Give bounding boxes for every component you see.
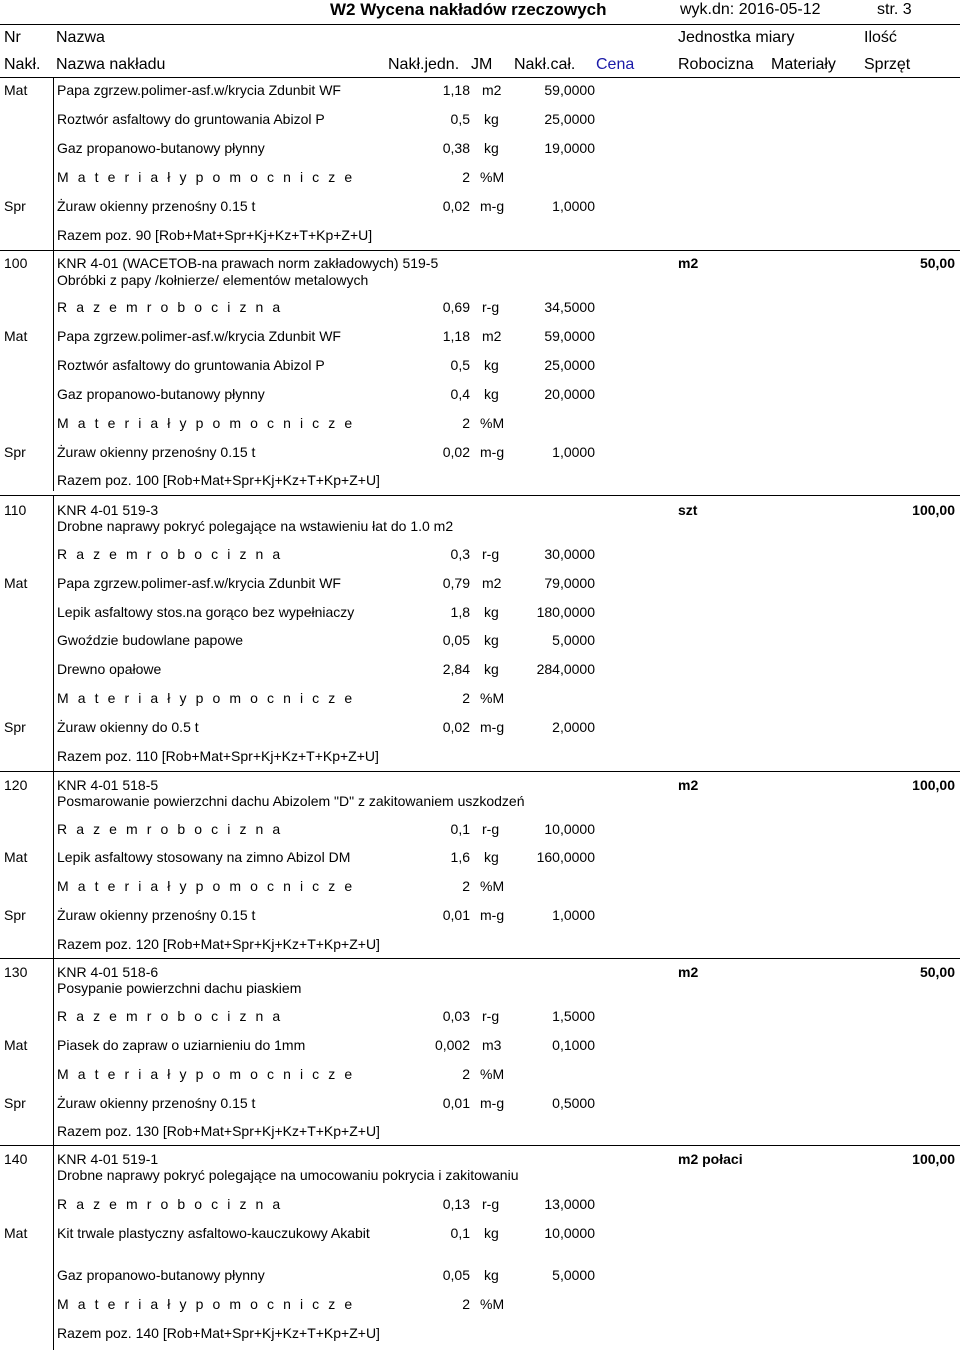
total-quantity: 2,0000	[552, 719, 595, 735]
resource-name: Gaz propanowo-butanowy płynny	[57, 1267, 265, 1283]
position-quantity: 100,00	[912, 1151, 955, 1167]
unit-quantity: 0,38	[442, 140, 470, 156]
total-quantity: 1,0000	[552, 198, 595, 214]
total-quantity: 59,0000	[544, 82, 595, 98]
resource-name: R a z e m r o b o c i z n a	[57, 1196, 283, 1212]
total-quantity: 160,0000	[536, 849, 595, 865]
col-jednostka: Jednostka miary	[678, 29, 795, 46]
total-quantity: 30,0000	[544, 546, 595, 562]
position-total: Razem poz. 90 [Rob+Mat+Spr+Kj+Kz+T+Kp+Z+U]	[57, 227, 373, 243]
position-divider	[0, 958, 960, 959]
position-code: KNR 4-01 519-1	[57, 1151, 159, 1167]
unit-quantity: 0,02	[442, 444, 470, 460]
resource-name: M a t e r i a ł y p o m o c n i c z e	[57, 690, 355, 706]
total-quantity: 1,5000	[552, 1008, 595, 1024]
unit-quantity: 2	[462, 690, 470, 706]
resource-name: Gwoździe budowlane papowe	[57, 632, 244, 648]
position-unit: m2 połaci	[678, 1151, 743, 1167]
print-date: wyk.dn: 2016-05-12	[680, 1, 821, 18]
resource-name: Gaz propanowo-butanowy płynny	[57, 386, 265, 402]
resource-name: R a z e m r o b o c i z n a	[57, 299, 283, 315]
position-total: Razem poz. 120 [Rob+Mat+Spr+Kj+Kz+T+Kp+Z+U]	[57, 936, 380, 952]
position-divider	[0, 250, 960, 251]
unit-quantity: 1,6	[450, 849, 470, 865]
position-quantity: 50,00	[919, 255, 955, 271]
position-quantity: 100,00	[912, 777, 955, 793]
unit: %M	[480, 1066, 505, 1082]
unit: r-g	[482, 1196, 500, 1212]
unit: kg	[484, 1267, 499, 1283]
position-number: 130	[4, 964, 28, 980]
unit: %M	[480, 1296, 505, 1312]
resource-name: Żuraw okienny przenośny 0.15 t	[57, 198, 256, 214]
unit-quantity: 0,03	[442, 1008, 470, 1024]
position-total: Razem poz. 110 [Rob+Mat+Spr+Kj+Kz+T+Kp+Z+U]	[57, 748, 379, 764]
col-nr: Nr	[4, 29, 21, 46]
unit: m-g	[480, 198, 505, 214]
cat-label: Spr	[4, 1095, 26, 1111]
col-nazwa: Nazwa	[56, 29, 105, 46]
unit: kg	[484, 1225, 499, 1241]
resource-name: R a z e m r o b o c i z n a	[57, 1008, 283, 1024]
position-divider	[0, 495, 960, 496]
unit-quantity: 0,01	[442, 907, 470, 923]
unit: r-g	[482, 821, 500, 837]
total-quantity: 13,0000	[544, 1196, 595, 1212]
unit: r-g	[482, 1008, 500, 1024]
unit-quantity: 1,18	[442, 82, 470, 98]
unit-quantity: 0,3	[450, 546, 470, 562]
position-code: KNR 4-01 518-6	[57, 964, 159, 980]
position-unit: m2	[678, 255, 699, 271]
cat-label: Spr	[4, 907, 26, 923]
position-description: Posmarowanie powierzchni dachu Abizolem "D" z zakitowaniem uszkodzeń	[57, 793, 525, 809]
unit-quantity: 2	[462, 1296, 470, 1312]
resource-name: Lepik asfaltowy stosowany na zimno Abizol DM	[57, 849, 351, 865]
unit: r-g	[482, 299, 500, 315]
cat-label: Mat	[4, 849, 28, 865]
position-number: 100	[4, 255, 28, 271]
resource-name: Lepik asfaltowy stos.na gorąco bez wypełniaczy	[57, 604, 355, 620]
resource-name: Roztwór asfaltowy do gruntowania Abizol P	[57, 357, 325, 373]
divider	[53, 496, 54, 776]
unit-quantity: 2	[462, 878, 470, 894]
total-quantity: 1,0000	[552, 907, 595, 923]
cat-label: Spr	[4, 444, 26, 460]
position-code: KNR 4-01 (WACETOB-na prawach norm zakładowych) 519-5	[57, 255, 439, 271]
total-quantity: 1,0000	[552, 444, 595, 460]
divider	[53, 959, 54, 1145]
unit: m2	[482, 82, 502, 98]
unit: m-g	[480, 1095, 505, 1111]
cat-label: Mat	[4, 1225, 28, 1241]
position-number: 110	[4, 502, 27, 518]
position-total: Razem poz. 140 [Rob+Mat+Spr+Kj+Kz+T+Kp+Z+U]	[57, 1325, 380, 1341]
position-code: KNR 4-01 519-3	[57, 502, 159, 518]
resource-name: Żuraw okienny przenośny 0.15 t	[57, 907, 256, 923]
unit-quantity: 0,1	[450, 821, 470, 837]
resource-name: M a t e r i a ł y p o m o c n i c z e	[57, 878, 355, 894]
unit-quantity: 2	[462, 1066, 470, 1082]
unit-quantity: 0,02	[442, 719, 470, 735]
total-quantity: 34,5000	[544, 299, 595, 315]
position-quantity: 100,00	[912, 502, 955, 518]
unit-quantity: 2	[462, 169, 470, 185]
position-number: 120	[4, 777, 28, 793]
unit-quantity: 1,8	[450, 604, 470, 620]
total-quantity: 10,0000	[544, 1225, 595, 1241]
divider	[53, 251, 54, 491]
resource-name: R a z e m r o b o c i z n a	[57, 821, 283, 837]
col-materialy: Materiały	[771, 56, 836, 73]
divider	[53, 78, 54, 252]
unit: m2	[482, 328, 502, 344]
position-unit: m2	[678, 777, 699, 793]
unit: %M	[480, 415, 505, 431]
resource-name: Roztwór asfaltowy do gruntowania Abizol P	[57, 111, 325, 127]
total-quantity: 59,0000	[544, 328, 595, 344]
position-description: Drobne naprawy pokryć polegające na wstawieniu łat do 1.0 m2	[57, 518, 454, 534]
resource-name: Papa zgrzew.polimer-asf.w/krycia Zdunbit WF	[57, 575, 341, 591]
unit: m3	[482, 1037, 502, 1053]
resource-name: M a t e r i a ł y p o m o c n i c z e	[57, 1066, 355, 1082]
unit: kg	[484, 386, 499, 402]
unit: %M	[480, 690, 505, 706]
header-line-bottom	[0, 77, 960, 78]
cat-label: Mat	[4, 1037, 28, 1053]
total-quantity: 180,0000	[536, 604, 595, 620]
unit: %M	[480, 878, 505, 894]
resource-name: Gaz propanowo-butanowy płynny	[57, 140, 265, 156]
unit-quantity: 0,69	[442, 299, 470, 315]
col-nazwa-nakladu: Nazwa nakładu	[56, 56, 166, 73]
resource-name: M a t e r i a ł y p o m o c n i c z e	[57, 415, 355, 431]
position-description: Posypanie powierzchni dachu piaskiem	[57, 980, 302, 996]
cat-label: Mat	[4, 82, 28, 98]
unit: r-g	[482, 546, 500, 562]
total-quantity: 0,5000	[552, 1095, 595, 1111]
resource-name: M a t e r i a ł y p o m o c n i c z e	[57, 169, 355, 185]
unit-quantity: 2,84	[442, 661, 470, 677]
unit-quantity: 0,05	[442, 1267, 470, 1283]
unit-quantity: 2	[462, 415, 470, 431]
unit: kg	[484, 632, 499, 648]
position-unit: m2	[678, 964, 699, 980]
col-nakl-jedn: Nakł.jedn.	[388, 56, 460, 73]
position-quantity: 50,00	[919, 964, 955, 980]
resource-name: Żuraw okienny przenośny 0.15 t	[57, 444, 256, 460]
position-description: Drobne naprawy pokryć polegające na umocowaniu pokrycia i zakitowaniu	[57, 1167, 519, 1183]
col-sprzet: Sprzęt	[864, 56, 911, 73]
resource-name: Drewno opałowe	[57, 661, 162, 677]
resource-name: Piasek do zapraw o uziarnieniu do 1mm	[57, 1037, 306, 1053]
position-divider	[0, 771, 960, 772]
header-line-top	[0, 24, 960, 25]
unit: kg	[484, 849, 499, 865]
position-number: 140	[4, 1151, 28, 1167]
unit-quantity: 0,79	[442, 575, 470, 591]
cat-label: Mat	[4, 575, 28, 591]
total-quantity: 284,0000	[536, 661, 595, 677]
unit-quantity: 0,02	[442, 198, 470, 214]
col-nakl: Nakł.	[4, 56, 41, 73]
unit: kg	[484, 357, 499, 373]
unit: kg	[484, 140, 499, 156]
total-quantity: 79,0000	[544, 575, 595, 591]
resource-name: M a t e r i a ł y p o m o c n i c z e	[57, 1296, 355, 1312]
total-quantity: 0,1000	[552, 1037, 595, 1053]
position-divider	[0, 1145, 960, 1146]
col-robocizna: Robocizna	[678, 56, 754, 73]
position-description: Obróbki z papy /kołnierze/ elementów metalowych	[57, 272, 369, 288]
page-number: str. 3	[877, 1, 912, 18]
position-unit: szt	[678, 502, 698, 518]
cat-label: Mat	[4, 328, 28, 344]
total-quantity: 25,0000	[544, 111, 595, 127]
total-quantity: 19,0000	[544, 140, 595, 156]
position-code: KNR 4-01 518-5	[57, 777, 159, 793]
unit-quantity: 0,1	[450, 1225, 470, 1241]
unit: kg	[484, 604, 499, 620]
unit-quantity: 0,4	[450, 386, 470, 402]
cat-label: Spr	[4, 198, 26, 214]
unit-quantity: 0,05	[442, 632, 470, 648]
col-nakl-cal: Nakł.cał.	[514, 56, 576, 73]
unit-quantity: 0,5	[450, 111, 470, 127]
total-quantity: 20,0000	[544, 386, 595, 402]
unit: m2	[482, 575, 502, 591]
unit: kg	[484, 661, 499, 677]
unit: kg	[484, 111, 499, 127]
resource-name: Żuraw okienny do 0.5 t	[57, 719, 199, 735]
total-quantity: 5,0000	[552, 632, 595, 648]
col-ilosc: Ilość	[864, 29, 897, 46]
total-quantity: 5,0000	[552, 1267, 595, 1283]
document-title: W2 Wycena nakładów rzeczowych	[330, 0, 607, 19]
col-jm: JM	[471, 56, 493, 73]
resource-name: Żuraw okienny przenośny 0.15 t	[57, 1095, 256, 1111]
unit-quantity: 1,18	[442, 328, 470, 344]
unit-quantity: 0,5	[450, 357, 470, 373]
unit: m-g	[480, 907, 505, 923]
total-quantity: 25,0000	[544, 357, 595, 373]
resource-name: Kit trwale plastyczny asfaltowo-kauczukowy Akabit	[57, 1225, 370, 1241]
unit-quantity: 0,002	[434, 1037, 470, 1053]
unit: m-g	[480, 444, 505, 460]
resource-name: Papa zgrzew.polimer-asf.w/krycia Zdunbit WF	[57, 328, 341, 344]
divider	[53, 1146, 54, 1350]
unit: m-g	[480, 719, 505, 735]
unit-quantity: 0,01	[442, 1095, 470, 1111]
position-total: Razem poz. 100 [Rob+Mat+Spr+Kj+Kz+T+Kp+Z+U]	[57, 472, 380, 488]
col-cena: Cena	[596, 56, 635, 73]
cat-label: Spr	[4, 719, 26, 735]
resource-name: Papa zgrzew.polimer-asf.w/krycia Zdunbit WF	[57, 82, 341, 98]
position-total: Razem poz. 130 [Rob+Mat+Spr+Kj+Kz+T+Kp+Z+U]	[57, 1123, 380, 1139]
total-quantity: 10,0000	[544, 821, 595, 837]
unit-quantity: 0,13	[442, 1196, 470, 1212]
unit: %M	[480, 169, 505, 185]
divider	[53, 772, 54, 958]
resource-name: R a z e m r o b o c i z n a	[57, 546, 283, 562]
